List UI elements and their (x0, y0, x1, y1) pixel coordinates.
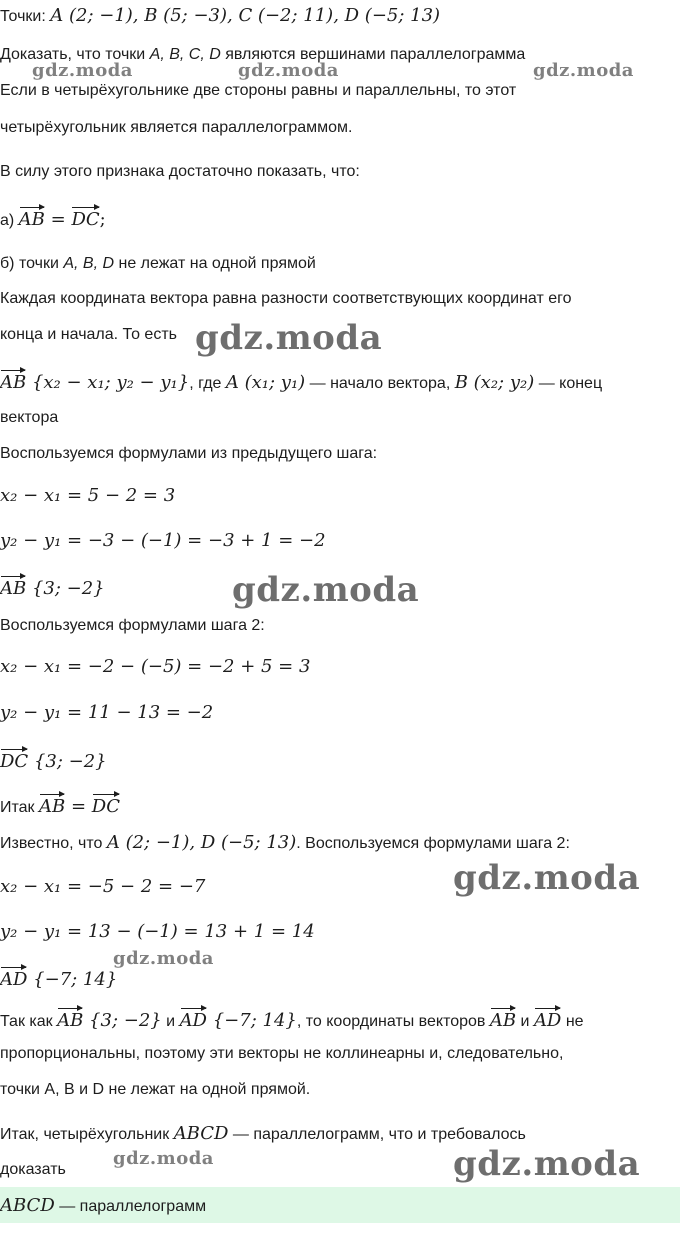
formula-text: — начало вектора, (305, 375, 455, 392)
formula-text: — конец (534, 375, 603, 392)
calc-y-dc: y₂ − y₁ = 11 − 13 = −2 (0, 702, 214, 723)
vector-ad-coords: {−7; 14} (207, 1010, 297, 1031)
since-text: , то координаты векторов (296, 1013, 490, 1030)
known-suffix: . Воспользуемся формулами шага 2: (296, 835, 570, 852)
points-label: Точки: (0, 8, 46, 25)
since-line-3: точки A, B и D не лежат на одной прямой. (0, 1081, 311, 1098)
conclusion-prefix: Итак, четырёхугольник (0, 1126, 174, 1143)
watermark: gdz.moda (238, 60, 339, 81)
since-text: Так как (0, 1013, 58, 1030)
points-math: A (2; −1), B (5; −3), C (−2; 11), D (−5; 13) (50, 5, 441, 26)
condition-a-prefix: а) (0, 212, 19, 229)
since-text: и (161, 1013, 180, 1030)
formula-line-2: вектора (0, 409, 59, 426)
use-prev-line: Воспользуемся формулами из предыдущего шага: (0, 445, 378, 462)
vector-ad: AD (0, 963, 27, 991)
vector-ad: AD (534, 1004, 561, 1032)
known-line (0, 832, 570, 855)
rule-line-1: Если в четырёхугольнике две стороны равны и параллельны, то этот (0, 82, 517, 99)
rule-line-2: четырёхугольник является параллелограммом. (0, 119, 353, 136)
itak-prefix: Итак (0, 799, 39, 816)
calc-x-dc: x₂ − x₁ = −2 − (−5) = −2 + 5 = 3 (0, 656, 311, 677)
formula-text: , где (189, 375, 226, 392)
since-text: не (561, 1013, 584, 1030)
formula-point-a: A (x₁; y₁) (225, 372, 306, 393)
since-text: и (516, 1013, 534, 1030)
itak-line (0, 790, 120, 819)
vector-ab-coords: {3; −2} (83, 1010, 162, 1031)
watermark: gdz.moda (533, 60, 634, 81)
calc-x-ad: x₂ − x₁ = −5 − 2 = −7 (0, 876, 206, 897)
sufficient-line: В силу этого признака достаточно показать, что: (0, 163, 360, 180)
answer-box (0, 1187, 680, 1223)
vector-dc-coords: {3; −2} (28, 751, 107, 772)
vector-ad: AD (180, 1004, 207, 1032)
coord-line-1: Каждая координата вектора равна разности соответствующих координат его (0, 290, 572, 307)
since-line (0, 1004, 584, 1033)
condition-b (0, 253, 316, 275)
vector-ab: AB (39, 790, 65, 818)
since-line-2: пропорциональны, поэтому эти векторы не коллинеарны и, следовательно, (0, 1045, 564, 1062)
condition-b-prefix: б) точки (0, 255, 64, 272)
conclusion-line-2: доказать (0, 1161, 66, 1178)
vector-dc: DC (0, 745, 28, 773)
answer-math: ABCD (0, 1195, 55, 1216)
calc-x-ab: x₂ − x₁ = 5 − 2 = 3 (0, 485, 176, 506)
conclusion-line (0, 1123, 526, 1146)
formula-line (0, 366, 602, 395)
task-points: A, B, C, D (149, 46, 221, 63)
known-prefix: Известно, что (0, 835, 107, 852)
answer-text: — параллелограмм (54, 1198, 207, 1215)
equals-sign: = (65, 796, 92, 817)
task-prefix: Доказать, что точки (0, 46, 150, 63)
vector-ab: AB (0, 572, 26, 600)
watermark: gdz.moda (453, 1144, 641, 1184)
conclusion-math: ABCD (173, 1123, 229, 1144)
vector-dc: DC (71, 203, 99, 231)
vector-ab: AB (0, 366, 26, 394)
task-suffix: являются вершинами параллелограмма (220, 46, 526, 63)
vector-ab-result (0, 572, 105, 601)
conclusion-suffix: — параллелограмм, что и требовалось (228, 1126, 526, 1143)
vector-ab: AB (19, 203, 45, 231)
calc-y-ad: y₂ − y₁ = 13 − (−1) = 13 + 1 = 14 (0, 921, 315, 942)
use-step2-line: Воспользуемся формулами шага 2: (0, 617, 265, 634)
condition-b-points: A, B, D (63, 255, 115, 272)
known-points: A (2; −1), D (−5; 13) (106, 832, 297, 853)
condition-b-suffix: не лежат на одной прямой (114, 255, 316, 272)
calc-y-ab: y₂ − y₁ = −3 − (−1) = −3 + 1 = −2 (0, 530, 326, 551)
vector-ad-result (0, 963, 117, 992)
vector-ad-coords: {−7; 14} (27, 969, 118, 990)
watermark: gdz.moda (232, 570, 420, 610)
watermark: gdz.moda (113, 948, 214, 969)
points-line (0, 5, 440, 28)
vector-dc: DC (92, 790, 120, 818)
answer-line (0, 1195, 206, 1218)
formula-coords: {x₂ − x₁; y₂ − y₁} (26, 372, 190, 393)
watermark: gdz.moda (32, 60, 133, 81)
watermark: gdz.moda (113, 1148, 214, 1169)
formula-point-b: B (x₂; y₂) (454, 372, 535, 393)
vector-ab: AB (490, 1004, 516, 1032)
watermark: gdz.moda (195, 318, 383, 358)
coord-line-2: конца и начала. То есть (0, 326, 177, 343)
vector-dc-result (0, 745, 107, 774)
equals-sign: = (44, 209, 72, 230)
semicolon: ; (99, 209, 106, 230)
condition-a (0, 203, 106, 232)
watermark: gdz.moda (453, 858, 641, 898)
vector-ab-coords: {3; −2} (26, 578, 105, 599)
vector-ab: AB (57, 1004, 83, 1032)
